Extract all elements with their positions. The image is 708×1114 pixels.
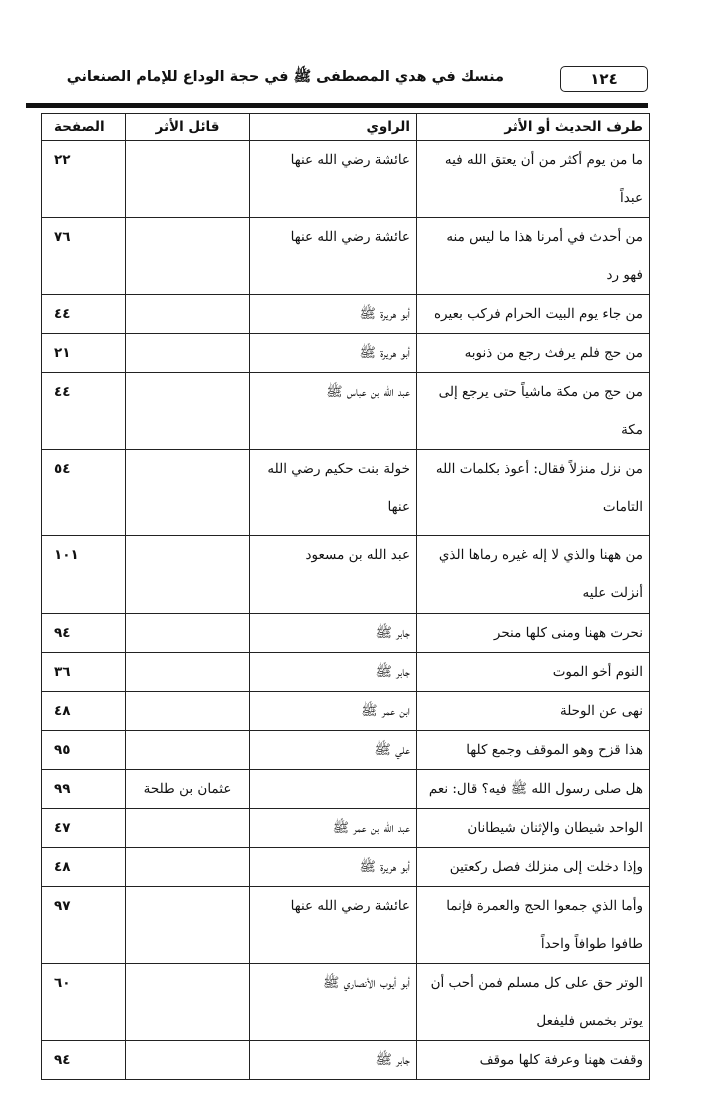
table-header-row	[42, 114, 650, 141]
header-hadith: طرف الحديث أو الأثر	[417, 114, 650, 141]
page-cell: ٢٢	[42, 141, 126, 218]
page-cell: ٩٤	[42, 1041, 126, 1080]
table-row	[42, 218, 650, 295]
sayer-cell	[126, 334, 250, 373]
hadith-cell: الواحد شيطان والإثنان شيطانان	[417, 809, 650, 848]
sayer-cell	[126, 964, 250, 1041]
page-cell: ٣٦	[42, 653, 126, 692]
narrator-cell: جابر ﷺ	[250, 614, 417, 653]
table-row	[42, 1041, 650, 1080]
hadith-cell: من حج فلم يرفث رجع من ذنوبه	[417, 334, 650, 373]
page-cell: ٤٤	[42, 373, 126, 450]
table-row	[42, 848, 650, 887]
narrator-cell: أبو هريرة ﷺ	[250, 295, 417, 334]
table-row	[42, 964, 650, 1041]
sayer-cell	[126, 692, 250, 731]
page-cell: ٢١	[42, 334, 126, 373]
sayer-cell	[126, 450, 250, 536]
narrator-cell: جابر ﷺ	[250, 653, 417, 692]
sayer-cell	[126, 536, 250, 614]
table-row	[42, 614, 650, 653]
page-cell: ٩٧	[42, 887, 126, 964]
page-cell: ٤٤	[42, 295, 126, 334]
narrator-cell: عائشة رضي الله عنها	[250, 887, 417, 964]
narrator-cell: جابر ﷺ	[250, 1041, 417, 1080]
hadith-cell: من أحدث في أمرنا هذا ما ليس منه فهو رد	[417, 218, 650, 295]
hadith-index-table	[41, 113, 650, 1080]
hadith-cell: من نزل منزلاً فقال: أعوذ بكلمات الله التامات	[417, 450, 650, 536]
narrator-cell: عائشة رضي الله عنها	[250, 141, 417, 218]
table-row	[42, 536, 650, 614]
narrator-cell: خولة بنت حكيم رضي الله عنها	[250, 450, 417, 536]
header-narrator: الراوي	[250, 114, 417, 141]
table-row	[42, 653, 650, 692]
page-cell: ٩٥	[42, 731, 126, 770]
sayer-cell	[126, 848, 250, 887]
header-sayer: قائل الأثر	[126, 114, 250, 141]
page-number: ١٢٤	[560, 66, 648, 92]
sayer-cell	[126, 653, 250, 692]
hadith-cell: وقفت ههنا وعرفة كلها موقف	[417, 1041, 650, 1080]
narrator-cell: ابن عمر ﷺ	[250, 692, 417, 731]
hadith-cell: نحرت ههنا ومنى كلها منحر	[417, 614, 650, 653]
table-row	[42, 770, 650, 809]
table-row	[42, 373, 650, 450]
sayer-cell	[126, 373, 250, 450]
sayer-cell	[126, 614, 250, 653]
page-cell: ٤٧	[42, 809, 126, 848]
page-cell: ٩٩	[42, 770, 126, 809]
sayer-cell	[126, 1041, 250, 1080]
narrator-cell: عائشة رضي الله عنها	[250, 218, 417, 295]
sayer-cell	[126, 887, 250, 964]
hadith-cell: النوم أخو الموت	[417, 653, 650, 692]
header-page: الصفحة	[42, 114, 126, 141]
table-row	[42, 334, 650, 373]
page-cell: ٩٤	[42, 614, 126, 653]
hadith-cell: هل صلى رسول الله ﷺ فيه؟ قال: نعم	[417, 770, 650, 809]
narrator-cell: أبو هريرة ﷺ	[250, 848, 417, 887]
narrator-cell: أبو أيوب الأنصاري ﷺ	[250, 964, 417, 1041]
page-cell: ١٠١	[42, 536, 126, 614]
table-body	[42, 141, 650, 1080]
page-cell: ٧٦	[42, 218, 126, 295]
narrator-cell: علي ﷺ	[250, 731, 417, 770]
sayer-cell	[126, 141, 250, 218]
narrator-cell	[250, 770, 417, 809]
table-row	[42, 887, 650, 964]
narrator-cell: عبد الله بن عمر ﷺ	[250, 809, 417, 848]
table-row	[42, 141, 650, 218]
hadith-cell: وإذا دخلت إلى منزلك فصل ركعتين	[417, 848, 650, 887]
narrator-cell: أبو هريرة ﷺ	[250, 334, 417, 373]
table-row	[42, 692, 650, 731]
hadith-cell: نهى عن الوحلة	[417, 692, 650, 731]
narrator-cell: عبد الله بن مسعود	[250, 536, 417, 614]
running-header: منسك في هدي المصطفى ﷺ في حجة الوداع للإمام الصنعاني	[66, 69, 504, 85]
table-row	[42, 731, 650, 770]
header-rule	[26, 103, 648, 108]
page-cell: ٥٤	[42, 450, 126, 536]
hadith-cell: الوتر حق على كل مسلم فمن أحب أن يوتر بخمس فليفعل	[417, 964, 650, 1041]
sayer-cell	[126, 295, 250, 334]
sayer-cell: عثمان بن طلحة	[126, 770, 250, 809]
page-cell: ٦٠	[42, 964, 126, 1041]
sayer-cell	[126, 809, 250, 848]
hadith-cell: وأما الذي جمعوا الحج والعمرة فإنما طافوا طوافاً واحداً	[417, 887, 650, 964]
table-row	[42, 809, 650, 848]
sayer-cell	[126, 731, 250, 770]
hadith-cell: من ههنا والذي لا إله غيره رماها الذي أنزلت عليه	[417, 536, 650, 614]
page-cell: ٤٨	[42, 848, 126, 887]
sayer-cell	[126, 218, 250, 295]
table-row	[42, 450, 650, 536]
hadith-cell: من حج من مكة ماشياً حتى يرجع إلى مكة	[417, 373, 650, 450]
hadith-cell: من جاء يوم البيت الحرام فركب بعيره	[417, 295, 650, 334]
narrator-cell: عبد الله بن عباس ﷺ	[250, 373, 417, 450]
hadith-cell: هذا قزح وهو الموقف وجمع كلها	[417, 731, 650, 770]
hadith-cell: ما من يوم أكثر من أن يعتق الله فيه عبداً	[417, 141, 650, 218]
table-row	[42, 295, 650, 334]
page-cell: ٤٨	[42, 692, 126, 731]
